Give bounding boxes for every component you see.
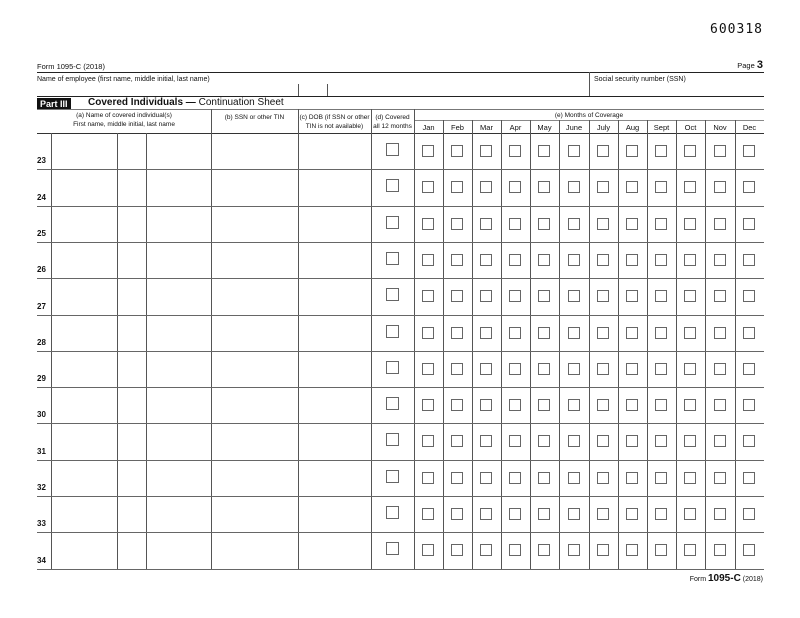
month-checkbox-may[interactable]	[538, 181, 550, 193]
first-name-field[interactable]	[52, 170, 116, 204]
grid-vline	[472, 120, 473, 569]
month-checkbox-jan[interactable]	[422, 327, 434, 339]
ssn-tin-field[interactable]	[212, 243, 297, 277]
month-checkbox-oct[interactable]	[684, 290, 696, 302]
page-number	[737, 59, 763, 71]
dob-field[interactable]	[299, 533, 370, 567]
ssn-tin-field[interactable]	[212, 279, 297, 313]
month-checkbox-oct[interactable]	[684, 472, 696, 484]
employee-name-label: Name of employee (first name, middle initial, last name)	[37, 76, 210, 83]
month-checkbox-may[interactable]	[538, 472, 550, 484]
month-checkbox-feb[interactable]	[451, 508, 463, 520]
last-name-field[interactable]	[147, 207, 210, 241]
month-checkbox-dec[interactable]	[743, 399, 755, 411]
month-checkbox-dec[interactable]	[743, 363, 755, 375]
month-header-nov: Nov	[713, 123, 727, 132]
month-checkbox-aug[interactable]	[626, 145, 638, 157]
month-checkbox-aug[interactable]	[626, 218, 638, 230]
month-checkbox-july[interactable]	[597, 327, 609, 339]
month-checkbox-mar[interactable]	[480, 218, 492, 230]
first-name-field[interactable]	[52, 533, 116, 567]
ssn-tin-field[interactable]	[212, 170, 297, 204]
month-checkbox-july[interactable]	[597, 508, 609, 520]
month-checkbox-mar[interactable]	[480, 472, 492, 484]
month-header-june: June	[565, 123, 583, 132]
month-checkbox-oct[interactable]	[684, 254, 696, 266]
month-header-sept: Sept	[653, 123, 670, 132]
middle-initial-field[interactable]	[118, 461, 145, 495]
month-checkbox-mar[interactable]	[480, 327, 492, 339]
month-checkbox-feb[interactable]	[451, 363, 463, 375]
month-checkbox-sept[interactable]	[655, 327, 667, 339]
row-number: 32	[37, 483, 46, 492]
covered-all-12-months-checkbox[interactable]	[386, 252, 399, 265]
month-checkbox-jan[interactable]	[422, 435, 434, 447]
month-checkbox-apr[interactable]	[509, 254, 521, 266]
month-checkbox-sept[interactable]	[655, 399, 667, 411]
month-checkbox-oct[interactable]	[684, 435, 696, 447]
month-checkbox-mar[interactable]	[480, 508, 492, 520]
month-checkbox-sept[interactable]	[655, 145, 667, 157]
ssn-tin-field[interactable]	[212, 352, 297, 386]
month-checkbox-july[interactable]	[597, 544, 609, 556]
month-checkbox-nov[interactable]	[714, 399, 726, 411]
month-checkbox-apr[interactable]	[509, 544, 521, 556]
month-checkbox-dec[interactable]	[743, 508, 755, 520]
row-number: 27	[37, 301, 46, 311]
month-checkbox-jan[interactable]	[422, 181, 434, 193]
middle-initial-field[interactable]	[118, 497, 145, 531]
col-c-header: (c) DOB (if SSN or other TIN is not available)	[299, 114, 370, 130]
month-checkbox-june[interactable]	[568, 435, 580, 447]
covered-all-12-months-checkbox[interactable]	[386, 397, 399, 410]
month-checkbox-aug[interactable]	[626, 363, 638, 375]
month-checkbox-may[interactable]	[538, 363, 550, 375]
ssn-tin-field[interactable]	[212, 207, 297, 241]
month-checkbox-feb[interactable]	[451, 435, 463, 447]
month-checkbox-aug[interactable]	[626, 254, 638, 266]
month-checkbox-aug[interactable]	[626, 508, 638, 520]
covered-all-12-months-checkbox[interactable]	[386, 361, 399, 374]
month-checkbox-july[interactable]	[597, 145, 609, 157]
first-name-field[interactable]	[52, 461, 116, 495]
middle-initial-field[interactable]	[118, 424, 145, 458]
month-checkbox-oct[interactable]	[684, 181, 696, 193]
middle-initial-field[interactable]	[118, 243, 145, 277]
month-checkbox-nov[interactable]	[714, 472, 726, 484]
row-number: 28	[37, 337, 46, 347]
dob-field[interactable]	[299, 352, 370, 386]
dob-field[interactable]	[299, 316, 370, 350]
month-checkbox-apr[interactable]	[509, 218, 521, 230]
month-checkbox-dec[interactable]	[743, 327, 755, 339]
month-checkbox-dec[interactable]	[743, 181, 755, 193]
month-checkbox-feb[interactable]	[451, 218, 463, 230]
month-checkbox-jan[interactable]	[422, 290, 434, 302]
month-checkbox-july[interactable]	[597, 472, 609, 484]
form-label: Form 1095-C (2018)	[37, 62, 105, 71]
dob-field[interactable]	[299, 243, 370, 277]
covered-all-12-months-checkbox[interactable]	[386, 143, 399, 156]
month-checkbox-nov[interactable]	[714, 327, 726, 339]
covered-all-12-months-checkbox[interactable]	[386, 216, 399, 229]
middle-initial-field[interactable]	[118, 134, 145, 168]
month-header-feb: Feb	[451, 123, 464, 132]
month-checkbox-may[interactable]	[538, 435, 550, 447]
month-checkbox-feb[interactable]	[451, 254, 463, 266]
month-header-apr: Apr	[509, 123, 522, 132]
dob-field[interactable]	[299, 134, 370, 168]
ssn-field[interactable]	[592, 84, 762, 96]
month-checkbox-june[interactable]	[568, 181, 580, 193]
dob-field[interactable]	[299, 461, 370, 495]
first-name-field[interactable]	[52, 243, 116, 277]
month-checkbox-june[interactable]	[568, 290, 580, 302]
ssn-tin-field[interactable]	[212, 316, 297, 350]
month-checkbox-may[interactable]	[538, 290, 550, 302]
month-checkbox-aug[interactable]	[626, 290, 638, 302]
month-checkbox-mar[interactable]	[480, 544, 492, 556]
col-d-header: (d) Covered all 12 months	[373, 114, 412, 130]
row-number: 33	[37, 519, 46, 529]
last-name-field[interactable]	[147, 279, 210, 313]
month-checkbox-nov[interactable]	[714, 181, 726, 193]
middle-initial-field[interactable]	[118, 279, 145, 313]
month-checkbox-june[interactable]	[568, 508, 580, 520]
col-a-header: (a) Name of covered individual(s) First name, middle initial, last name	[73, 112, 175, 128]
month-checkbox-sept[interactable]	[655, 472, 667, 484]
month-checkbox-dec[interactable]	[743, 218, 755, 230]
month-checkbox-aug[interactable]	[626, 472, 638, 484]
grid-vline	[735, 120, 736, 569]
month-checkbox-apr[interactable]	[509, 399, 521, 411]
month-checkbox-mar[interactable]	[480, 435, 492, 447]
month-checkbox-dec[interactable]	[743, 254, 755, 266]
grid-vline	[501, 120, 502, 569]
ssn-tin-field[interactable]	[212, 134, 297, 168]
month-checkbox-jan[interactable]	[422, 508, 434, 520]
month-checkbox-apr[interactable]	[509, 472, 521, 484]
month-checkbox-june[interactable]	[568, 218, 580, 230]
month-checkbox-sept[interactable]	[655, 435, 667, 447]
month-checkbox-june[interactable]	[568, 145, 580, 157]
month-checkbox-sept[interactable]	[655, 254, 667, 266]
month-checkbox-nov[interactable]	[714, 218, 726, 230]
row-number: 29	[37, 374, 46, 384]
month-checkbox-feb[interactable]	[451, 544, 463, 556]
row-number: 30	[37, 410, 46, 420]
first-name-field[interactable]	[52, 497, 116, 531]
month-header-dec: Dec	[742, 123, 757, 132]
dob-field[interactable]	[299, 497, 370, 531]
last-name-field[interactable]	[147, 497, 210, 531]
first-name-field[interactable]	[52, 424, 116, 458]
month-checkbox-june[interactable]	[568, 363, 580, 375]
row-number: 26	[37, 265, 46, 275]
middle-initial-field[interactable]	[118, 207, 145, 241]
month-checkbox-jan[interactable]	[422, 254, 434, 266]
last-name-field[interactable]	[147, 243, 210, 277]
month-checkbox-mar[interactable]	[480, 399, 492, 411]
row-number: 23	[37, 156, 46, 166]
month-checkbox-july[interactable]	[597, 399, 609, 411]
month-checkbox-apr[interactable]	[509, 435, 521, 447]
month-checkbox-july[interactable]	[597, 363, 609, 375]
row-number: 31	[37, 446, 46, 456]
last-name-field[interactable]	[147, 170, 210, 204]
grid-vline	[705, 120, 706, 569]
month-checkbox-mar[interactable]	[480, 181, 492, 193]
month-checkbox-aug[interactable]	[626, 435, 638, 447]
month-checkbox-aug[interactable]	[626, 181, 638, 193]
grid-vline	[371, 109, 372, 569]
covered-all-12-months-checkbox[interactable]	[386, 179, 399, 192]
month-checkbox-sept[interactable]	[655, 290, 667, 302]
last-name-field[interactable]	[147, 134, 210, 168]
page-prefix: Page	[737, 61, 755, 70]
dob-field[interactable]	[299, 207, 370, 241]
month-checkbox-feb[interactable]	[451, 472, 463, 484]
month-checkbox-mar[interactable]	[480, 145, 492, 157]
month-header-may: May	[537, 123, 552, 132]
last-name-field[interactable]	[147, 352, 210, 386]
ssn-label: Social security number (SSN)	[594, 76, 686, 83]
month-header-july: July	[596, 123, 611, 132]
month-checkbox-june[interactable]	[568, 254, 580, 266]
month-checkbox-oct[interactable]	[684, 508, 696, 520]
month-checkbox-may[interactable]	[538, 254, 550, 266]
form-footer: Form 1095-C (2018)	[689, 573, 763, 584]
middle-initial-field[interactable]	[118, 533, 145, 567]
middle-initial-field[interactable]	[118, 352, 145, 386]
month-checkbox-oct[interactable]	[684, 399, 696, 411]
grid-vline	[414, 109, 415, 569]
first-name-field[interactable]	[52, 388, 116, 422]
grid-vline	[647, 120, 648, 569]
covered-all-12-months-checkbox[interactable]	[386, 542, 399, 555]
month-checkbox-apr[interactable]	[509, 327, 521, 339]
dob-field[interactable]	[299, 388, 370, 422]
first-name-field[interactable]	[52, 316, 116, 350]
month-checkbox-oct[interactable]	[684, 363, 696, 375]
month-checkbox-dec[interactable]	[743, 290, 755, 302]
dob-field[interactable]	[299, 279, 370, 313]
ssn-tin-field[interactable]	[212, 388, 297, 422]
grid-vline	[589, 120, 590, 569]
month-checkbox-nov[interactable]	[714, 254, 726, 266]
month-checkbox-apr[interactable]	[509, 181, 521, 193]
last-name-field[interactable]	[147, 424, 210, 458]
month-checkbox-feb[interactable]	[451, 327, 463, 339]
month-checkbox-apr[interactable]	[509, 145, 521, 157]
first-name-field[interactable]	[52, 134, 116, 168]
month-checkbox-dec[interactable]	[743, 544, 755, 556]
col-b-header: (b) SSN or other TIN	[224, 114, 285, 121]
month-checkbox-nov[interactable]	[714, 508, 726, 520]
middle-initial-field[interactable]	[118, 316, 145, 350]
covered-all-12-months-checkbox[interactable]	[386, 433, 399, 446]
employee-name-field[interactable]	[37, 84, 587, 96]
month-checkbox-may[interactable]	[538, 218, 550, 230]
month-checkbox-dec[interactable]	[743, 435, 755, 447]
ssn-tin-field[interactable]	[212, 424, 297, 458]
middle-initial-field[interactable]	[118, 170, 145, 204]
month-checkbox-mar[interactable]	[480, 363, 492, 375]
month-checkbox-sept[interactable]	[655, 181, 667, 193]
col-e-header: (e) Months of Coverage	[554, 112, 624, 119]
page-number-value: 3	[756, 59, 763, 71]
month-checkbox-mar[interactable]	[480, 290, 492, 302]
month-checkbox-aug[interactable]	[626, 327, 638, 339]
last-name-field[interactable]	[147, 388, 210, 422]
row-number: 25	[37, 228, 46, 238]
covered-all-12-months-checkbox[interactable]	[386, 470, 399, 483]
grid-vline	[559, 120, 560, 569]
ssn-divider	[589, 72, 590, 97]
month-checkbox-sept[interactable]	[655, 544, 667, 556]
last-name-field[interactable]	[147, 461, 210, 495]
month-checkbox-nov[interactable]	[714, 544, 726, 556]
month-checkbox-feb[interactable]	[451, 145, 463, 157]
month-header-mar: Mar	[480, 123, 493, 132]
month-checkbox-oct[interactable]	[684, 145, 696, 157]
month-checkbox-june[interactable]	[568, 472, 580, 484]
month-checkbox-dec[interactable]	[743, 145, 755, 157]
month-checkbox-feb[interactable]	[451, 181, 463, 193]
month-checkbox-jan[interactable]	[422, 472, 434, 484]
month-header-jan: Jan	[422, 123, 435, 132]
month-checkbox-nov[interactable]	[714, 290, 726, 302]
month-checkbox-oct[interactable]	[684, 544, 696, 556]
month-checkbox-jan[interactable]	[422, 544, 434, 556]
grid-vline	[443, 120, 444, 569]
covered-all-12-months-checkbox[interactable]	[386, 325, 399, 338]
first-name-field[interactable]	[52, 279, 116, 313]
grid-vline	[530, 120, 531, 569]
month-checkbox-may[interactable]	[538, 145, 550, 157]
month-checkbox-may[interactable]	[538, 544, 550, 556]
month-checkbox-sept[interactable]	[655, 363, 667, 375]
month-checkbox-june[interactable]	[568, 544, 580, 556]
part-row-bottom	[37, 109, 764, 110]
barcode-number: 600318	[710, 22, 763, 37]
grid-vline	[618, 120, 619, 569]
ssn-tin-field[interactable]	[212, 497, 297, 531]
month-checkbox-june[interactable]	[568, 399, 580, 411]
dob-field[interactable]	[299, 170, 370, 204]
middle-initial-field[interactable]	[118, 388, 145, 422]
month-checkbox-sept[interactable]	[655, 218, 667, 230]
month-checkbox-aug[interactable]	[626, 544, 638, 556]
month-checkbox-sept[interactable]	[655, 508, 667, 520]
month-checkbox-jan[interactable]	[422, 399, 434, 411]
ssn-tin-field[interactable]	[212, 533, 297, 567]
month-checkbox-jan[interactable]	[422, 145, 434, 157]
month-header-oct: Oct	[684, 123, 697, 132]
month-checkbox-july[interactable]	[597, 435, 609, 447]
month-checkbox-july[interactable]	[597, 254, 609, 266]
month-checkbox-nov[interactable]	[714, 145, 726, 157]
part-title: Covered Individuals — Continuation Sheet	[88, 97, 284, 108]
dob-field[interactable]	[299, 424, 370, 458]
month-checkbox-oct[interactable]	[684, 218, 696, 230]
month-checkbox-feb[interactable]	[451, 399, 463, 411]
month-checkbox-may[interactable]	[538, 399, 550, 411]
last-name-field[interactable]	[147, 533, 210, 567]
grid-vline	[676, 120, 677, 569]
month-checkbox-apr[interactable]	[509, 290, 521, 302]
month-checkbox-feb[interactable]	[451, 290, 463, 302]
month-checkbox-oct[interactable]	[684, 327, 696, 339]
first-name-field[interactable]	[52, 207, 116, 241]
form-top-border	[37, 72, 764, 73]
month-checkbox-may[interactable]	[538, 508, 550, 520]
month-checkbox-nov[interactable]	[714, 363, 726, 375]
month-checkbox-mar[interactable]	[480, 254, 492, 266]
covered-all-12-months-checkbox[interactable]	[386, 288, 399, 301]
first-name-field[interactable]	[52, 352, 116, 386]
row-number: 34	[37, 555, 46, 565]
month-checkbox-june[interactable]	[568, 327, 580, 339]
month-checkbox-jan[interactable]	[422, 218, 434, 230]
row-divider	[37, 569, 764, 570]
month-checkbox-nov[interactable]	[714, 435, 726, 447]
last-name-field[interactable]	[147, 316, 210, 350]
month-checkbox-july[interactable]	[597, 181, 609, 193]
month-checkbox-apr[interactable]	[509, 508, 521, 520]
month-header-aug: Aug	[625, 123, 640, 132]
part-badge: Part III	[37, 98, 71, 110]
month-checkbox-may[interactable]	[538, 327, 550, 339]
covered-all-12-months-checkbox[interactable]	[386, 506, 399, 519]
month-checkbox-july[interactable]	[597, 218, 609, 230]
month-checkbox-dec[interactable]	[743, 472, 755, 484]
ssn-tin-field[interactable]	[212, 461, 297, 495]
month-checkbox-aug[interactable]	[626, 399, 638, 411]
row-number: 24	[37, 192, 46, 202]
month-checkbox-jan[interactable]	[422, 363, 434, 375]
month-checkbox-apr[interactable]	[509, 363, 521, 375]
month-checkbox-july[interactable]	[597, 290, 609, 302]
